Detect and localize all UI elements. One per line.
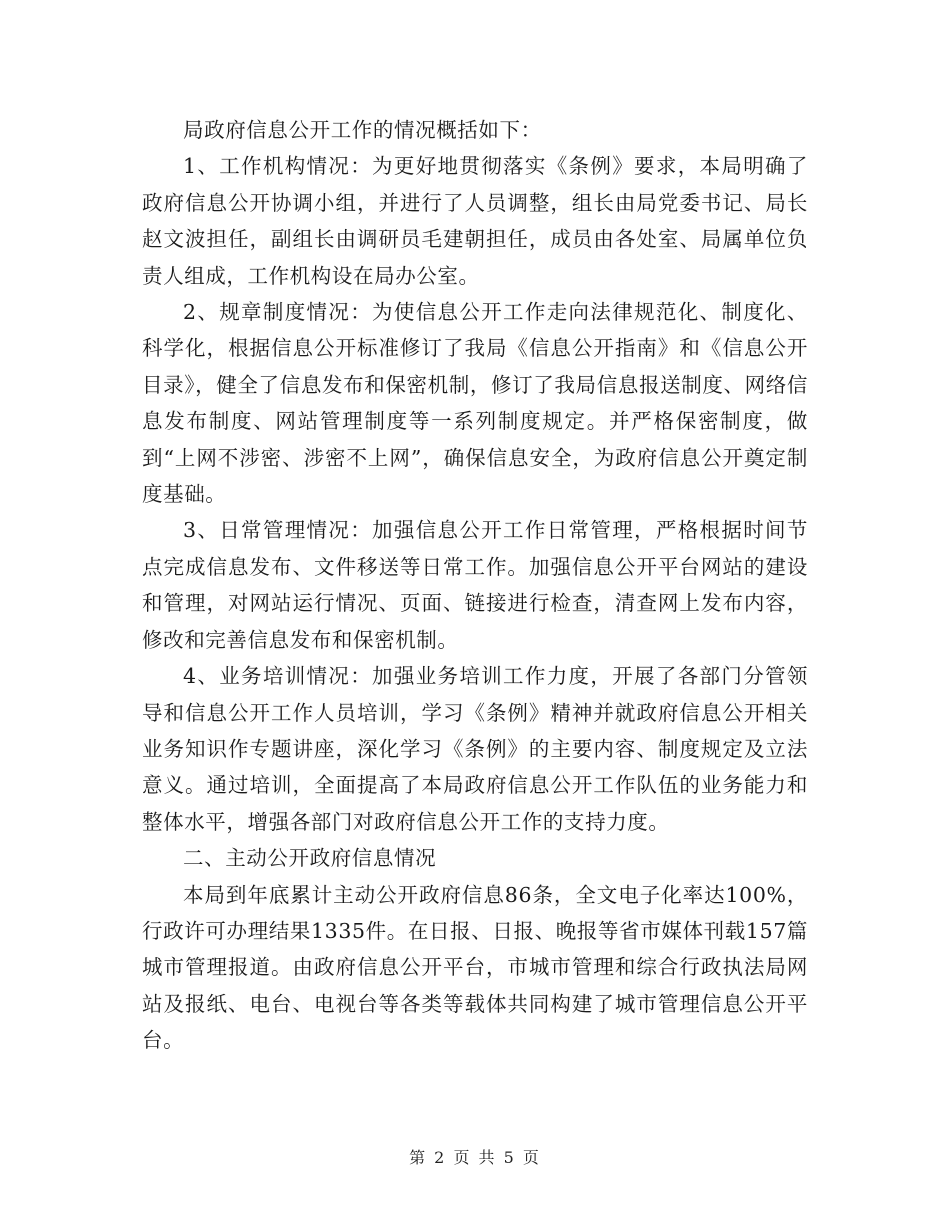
paragraph-daily-management: 3、日常管理情况：加强信息公开工作日常管理，严格根据时间节点完成信息发布、文件移送等日常工作。加强信息公开平台网站的建设和管理，对网站运行情况、页面、链接进行检查，清查网上发布内容，修改和完善信息发布和保密机制。 bbox=[142, 518, 808, 652]
page-footer: 第 2 页 共 5 页 bbox=[409, 1148, 541, 1167]
paragraph-intro: 局政府信息公开工作的情况概括如下： bbox=[183, 118, 542, 142]
paragraph-work-organization: 1、工作机构情况：为更好地贯彻落实《条例》要求，本局明确了政府信息公开协调小组，并进行了人员调整，组长由局党委书记、局长赵文波担任，副组长由调研员毛建朝担任，成员由各处室、局属单位负责人组成，工作机构设在局办公室。 bbox=[142, 154, 808, 288]
paragraph-rules-system: 2、规章制度情况：为使信息公开工作走向法律规范化、制度化、科学化，根据信息公开标准修订了我局《信息公开指南》和《信息公开目录》，健全了信息发布和保密机制，修订了我局信息报送制度、网络信息发布制度、网站管理制度等一系列制度规定。并严格保密制度，做到“上网不涉密、涉密不上网”，确保信息安全，为政府信息公开奠定制度基础。 bbox=[142, 300, 808, 507]
paragraph-business-training: 4、业务培训情况：加强业务培训工作力度，开展了各部门分管领导和信息公开工作人员培训，学习《条例》精神并就政府信息公开相关业务知识作专题讲座，深化学习《条例》的主要内容、制度规定及立法意义。通过培训，全面提高了本局政府信息公开工作队伍的业务能力和整体水平，增强各部门对政府信息公开工作的支持力度。 bbox=[142, 664, 808, 834]
document-body bbox=[142, 112, 808, 1059]
paragraph-disclosure-stats: 本局到年底累计主动公开政府信息86条，全文电子化率达100%，行政许可办理结果1335件。在日报、日报、晚报等省市媒体刊载157篇城市管理报道。由政府信息公开平台，市城市管理和综合行政执法局网站及报纸、电台、电视台等各类等载体共同构建了城市管理信息公开平台。 bbox=[142, 882, 808, 1053]
section-heading-proactive-disclosure: 二、主动公开政府信息情况 bbox=[183, 846, 437, 871]
